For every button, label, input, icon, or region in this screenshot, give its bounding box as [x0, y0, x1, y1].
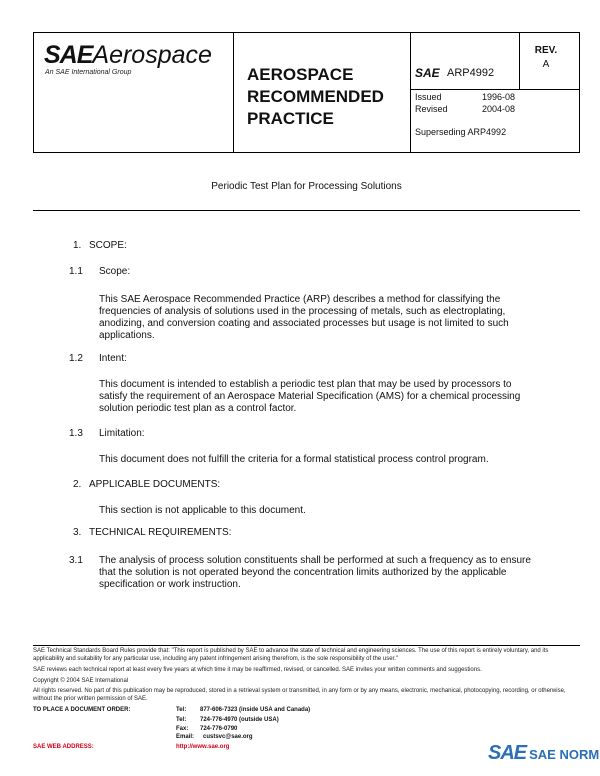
web-address-link[interactable]: http://www.sae.org [176, 744, 230, 750]
order-label: TO PLACE A DOCUMENT ORDER: [33, 707, 131, 713]
sae-aerospace-logo: SAEAerospace [44, 41, 212, 69]
revised-label: Revised [415, 104, 448, 114]
sae-norm-logo [488, 742, 599, 765]
section-1-3-text: This document does not fulfill the criteria for a formal statistical process control program. [99, 454, 489, 465]
section-1-1-number: 1.1 [69, 266, 83, 277]
contact-1-value: 724-776-4970 (outside USA) [200, 717, 279, 723]
section-1-1-text: This SAE Aerospace Recommended Practice (ARP) describes a method for classifying the frequencies of analysis of solutions used in the processing of metals, such as electroplating, anodizing, and conversion coating and associated processes but usage is not limited to such applications. [99, 294, 509, 341]
footer-review-text: SAE reviews each technical report at least every five years at which time it may be reaffirmed, revised, or cancelled. SAE invites your written comments and suggestions. [33, 667, 482, 673]
footer-copyright: Copyright © 2004 SAE International [33, 678, 129, 684]
superseding: Superseding ARP4992 [415, 127, 507, 137]
section-1-3-number: 1.3 [69, 428, 83, 439]
issued-label: Issued [415, 92, 442, 102]
contact-2-value: 724-776-0790 [200, 726, 238, 732]
web-address-label: SAE WEB ADDRESS: [33, 744, 94, 750]
section-1-1-heading: Scope: [99, 266, 131, 277]
sae-mark: SAE [415, 66, 440, 80]
header-divider-3 [519, 32, 520, 90]
section-1-2-heading: Intent: [99, 353, 127, 364]
section-1-heading: SCOPE: [89, 240, 127, 251]
contact-2-label: Fax: [176, 726, 189, 732]
section-1-3-heading: Limitation: [99, 428, 145, 439]
section-3-heading: TECHNICAL REQUIREMENTS: [89, 527, 232, 538]
rev-label: REV. [534, 45, 558, 56]
sae-norm-logo-mark: SAE [488, 742, 527, 764]
section-2-text: This section is not applicable to this document. [99, 505, 306, 516]
footer-rule [33, 645, 580, 646]
header-divider-2 [410, 32, 411, 153]
section-3-1-text: The analysis of process solution constituents shall be performed at such a frequency as to ensure that the solution is not operated beyond the concentration limits authorized by the applicable specification or work instruction. [99, 555, 531, 590]
issued-value: 1996-08 [482, 92, 516, 102]
header-hline [410, 89, 580, 90]
contact-1-label: Tel: [176, 717, 187, 723]
contact-0-value: 877-606-7323 (inside USA and Canada) [200, 707, 311, 713]
section-2-number: 2. [73, 479, 82, 490]
document-title: Periodic Test Plan for Processing Solutions [211, 181, 402, 192]
section-2-heading: APPLICABLE DOCUMENTS: [89, 479, 221, 490]
title-rule [33, 210, 580, 211]
sae-norm-logo-text: SAE NORM [529, 747, 600, 762]
section-1-number: 1. [73, 240, 82, 251]
logo-subtitle: An SAE International Group [45, 69, 132, 76]
revised-value: 2004-08 [482, 104, 516, 114]
header-divider-1 [233, 32, 234, 153]
footer-rights: All rights reserved. No part of this publication may be reproduced, stored in a retrieval system or transmitted, in any form or by any means, electronic, mechanical, photocopying, recording, or otherwise, without the prior written permission of SAE. [33, 688, 566, 702]
section-3-1-number: 3.1 [69, 555, 83, 566]
section-3-number: 3. [73, 527, 82, 538]
contact-3-value[interactable]: custsvc@sae.org [203, 734, 253, 740]
footer-rules-text: SAE Technical Standards Board Rules provide that: "This report is published by SAE to advance the state of technical and engineering sciences. The use of this report is entirely voluntary, and its applicability and suitability for any particular use, including any patent infringement arising therefrom, is the sole responsibility of the user." [33, 648, 549, 662]
rev-value: A [542, 59, 550, 70]
document-type: AEROSPACE RECOMMENDED PRACTICE [247, 65, 384, 128]
contact-3-label: Email: [176, 734, 195, 740]
document-number: ARP4992 [447, 67, 495, 79]
section-1-2-number: 1.2 [69, 353, 83, 364]
contact-0-label: Tel: [176, 707, 187, 713]
section-1-2-text: This document is intended to establish a periodic test plan that may be used by processors to satisfy the requirement of an Aerospace Material Specification (AMS) for a chemical processing solution periodic test plan as a control factor. [99, 379, 521, 414]
